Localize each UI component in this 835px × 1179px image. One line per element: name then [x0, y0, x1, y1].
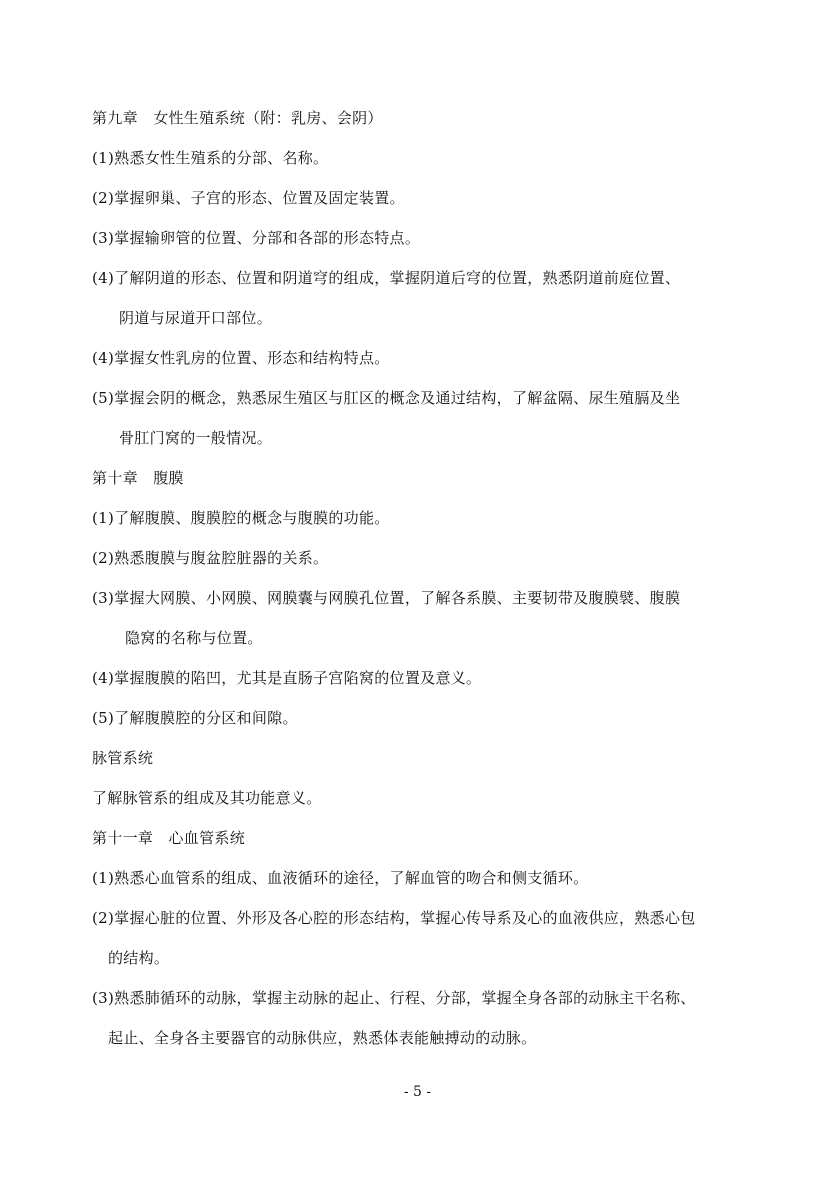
text-line: (2)掌握心脏的位置、外形及各心腔的形态结构，掌握心传导系及心的血液供应，熟悉心包 — [92, 909, 696, 927]
text-line: (5)了解腹膜腔的分区和间隙。 — [92, 709, 298, 727]
text-line: (1)熟悉心血管系的组成、血液循环的途径，了解血管的吻合和侧支循环。 — [92, 869, 589, 887]
text-line: 骨肛门窝的一般情况。 — [119, 429, 273, 447]
chapter-11-heading: 第十一章 心血管系统 — [92, 829, 246, 847]
text-line: (4)掌握女性乳房的位置、形态和结构特点。 — [92, 349, 390, 367]
text-line: (5)掌握会阴的概念，熟悉尿生殖区与肛区的概念及通过结构，了解盆隔、尿生殖膈及坐 — [92, 389, 681, 407]
text-line: (3)掌握大网膜、小网膜、网膜囊与网膜孔位置，了解各系膜、主要韧带及腹膜襞、腹膜 — [92, 589, 681, 607]
text-line: (4)掌握腹膜的陷凹，尤其是直肠子宫陷窝的位置及意义。 — [92, 669, 482, 687]
text-line: (2)熟悉腹膜与腹盆腔脏器的关系。 — [92, 549, 329, 567]
text-line: 的结构。 — [108, 949, 170, 967]
text-line: 起止、全身各主要器官的动脉供应，熟悉体表能触搏动的动脉。 — [108, 1029, 537, 1047]
text-line: (3)掌握输卵管的位置、分部和各部的形态特点。 — [92, 229, 421, 247]
text-line: (1)熟悉女性生殖系的分部、名称。 — [92, 149, 329, 167]
text-line: 了解脉管系的组成及其功能意义。 — [92, 789, 322, 807]
text-line: 阴道与尿道开口部位。 — [119, 309, 273, 327]
page-number: - 5 - — [403, 1084, 432, 1100]
text-line: (2)掌握卵巢、子宫的形态、位置及固定装置。 — [92, 189, 405, 207]
chapter-10-heading: 第十章 腹膜 — [92, 469, 184, 487]
text-line: (1)了解腹膜、腹膜腔的概念与腹膜的功能。 — [92, 509, 390, 527]
text-line: (3)熟悉肺循环的动脉，掌握主动脉的起止、行程、分部，掌握全身各部的动脉主干名称、 — [92, 989, 696, 1007]
text-line: (4)了解阴道的形态、位置和阴道穹的组成，掌握阴道后穹的位置，熟悉阴道前庭位置、 — [92, 269, 681, 287]
section-heading: 脉管系统 — [92, 749, 154, 767]
text-line: 隐窝的名称与位置。 — [125, 629, 263, 647]
chapter-9-heading: 第九章 女性生殖系统（附：乳房、会阴） — [92, 109, 383, 127]
